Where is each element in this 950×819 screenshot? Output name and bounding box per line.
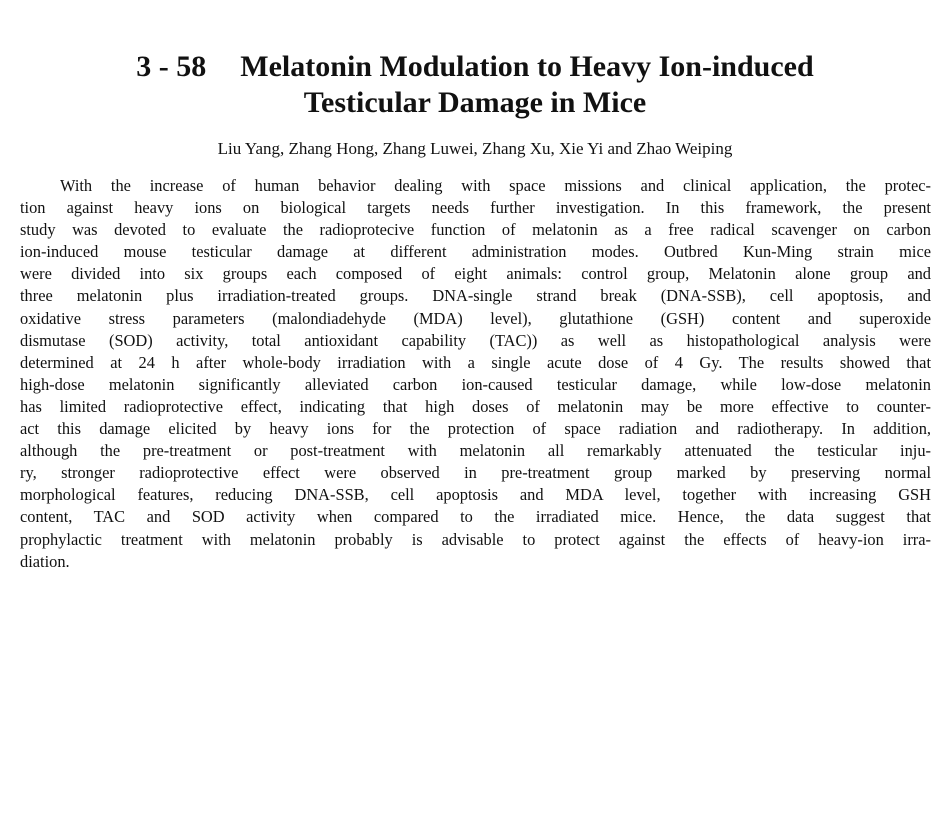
abstract-line: With the increase of human behavior dealing with space missions and clinical application, the protec- bbox=[60, 176, 931, 195]
abstract-line: were divided into six groups each composed of eight animals: control group, Melatonin alone group and bbox=[20, 264, 931, 284]
paper-title-line2: Testicular Damage in Mice bbox=[303, 86, 647, 119]
abstract-line: high-dose melatonin significantly alleviated carbon ion-caused testicular damage, while low-dose melatonin bbox=[20, 374, 931, 394]
abstract-line: morphological features, reducing DNA-SSB, cell apoptosis and MDA level, together with increasing GSH bbox=[20, 485, 931, 505]
abstract-line: ry, stronger radioprotective effect were observed in pre-treatment group marked by preserving normal bbox=[20, 463, 931, 483]
paper-title-text-1: Melatonin Modulation to Heavy Ion-induced bbox=[240, 50, 814, 83]
abstract-line: study was devoted to evaluate the radioprotecive function of melatonin as a free radical scavenger on carbon bbox=[20, 220, 931, 240]
paper-number: 3 - 58 bbox=[136, 50, 207, 83]
abstract-line: dismutase (SOD) activity, total antioxidant capability (TAC)) as well as histopathological analysis were bbox=[20, 330, 931, 350]
abstract-line: act this damage elicited by heavy ions for the protection of space radiation and radiotherapy. In addition, bbox=[20, 419, 931, 439]
abstract-line: tion against heavy ions on biological targets needs further investigation. In this framework, the present bbox=[20, 198, 931, 218]
abstract-line: ion-induced mouse testicular damage at different administration modes. Outbred Kun-Ming strain mice bbox=[20, 242, 931, 262]
abstract-line: although the pre-treatment or post-treatment with melatonin all remarkably attenuated the testicular inju- bbox=[20, 441, 931, 461]
paper-title-line1 bbox=[0, 48, 950, 86]
abstract-line: oxidative stress parameters (malondiadehyde (MDA) level), glutathione (GSH) content and superoxide bbox=[20, 308, 931, 328]
abstract-line: prophylactic treatment with melatonin probably is advisable to protect against the effects of heavy-ion irra- bbox=[20, 529, 931, 549]
abstract-line: diation. bbox=[20, 551, 70, 571]
abstract-line: content, TAC and SOD activity when compared to the irradiated mice. Hence, the data suggest that bbox=[20, 507, 931, 527]
paper-authors: Liu Yang, Zhang Hong, Zhang Luwei, Zhang Xu, Xie Yi and Zhao Weiping bbox=[217, 139, 733, 158]
abstract-line: three melatonin plus irradiation-treated groups. DNA-single strand break (DNA-SSB), cell apoptosis, and bbox=[20, 286, 931, 306]
abstract-line: has limited radioprotective effect, indicating that high doses of melatonin may be more effective to counter- bbox=[20, 396, 931, 416]
abstract-line: determined at 24 h after whole-body irradiation with a single acute dose of 4 Gy. The results showed that bbox=[20, 352, 931, 372]
abstract-body bbox=[20, 175, 931, 573]
